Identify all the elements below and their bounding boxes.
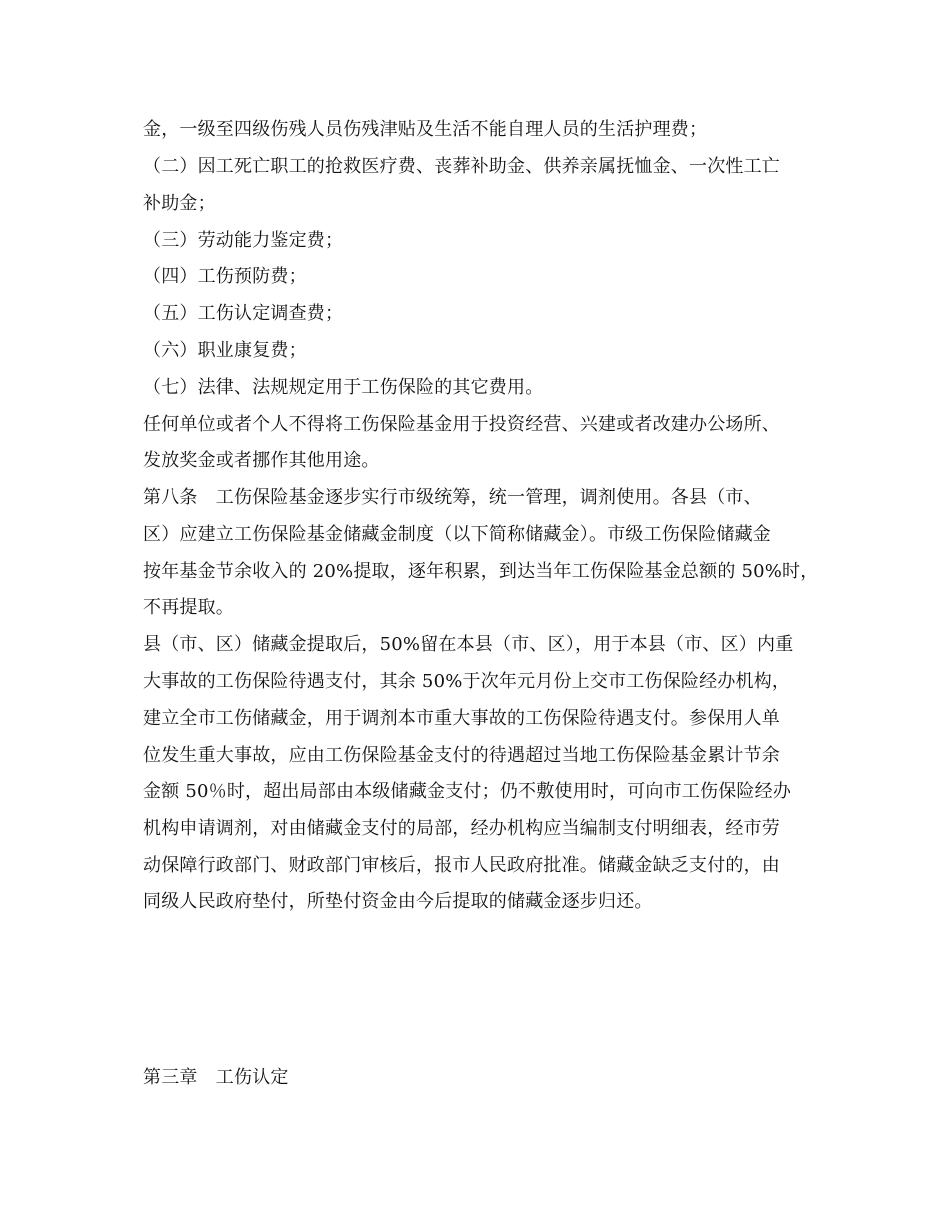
text-line: 按年基金节余收入的 20%提取，逐年积累，到达当年工伤保险基金总额的 50%时， [143, 561, 819, 582]
text-line: 同级人民政府垫付，所垫付资金由今后提取的储藏金逐步归还。 [143, 891, 653, 912]
text-line: （二）因工死亡职工的抢救医疗费、丧葬补助金、供养亲属抚恤金、一次性工亡 [143, 156, 780, 177]
text-line: 发放奖金或者挪作其他用途。 [143, 450, 380, 471]
text-line: 位发生重大事故，应由工伤保险基金支付的待遇超过当地工伤保险基金累计节余 [143, 745, 780, 766]
text-line: （五）工伤认定调查费； [143, 303, 344, 324]
text-line: 动保障行政部门、财政部门审核后，报市人民政府批准。储藏金缺乏支付的，由 [143, 855, 780, 876]
text-line: 金，一级至四级伤残人员伤残津贴及生活不能自理人员的生活护理费； [143, 119, 708, 140]
text-line: （六）职业康复费； [143, 340, 307, 361]
text-line: 建立全市工伤储藏金，用于调剂本市重大事故的工伤保险待遇支付。参保用人单 [143, 708, 780, 729]
text-line: 县（市、区）储藏金提取后，50%留在本县（市、区），用于本县（市、区）内重 [143, 634, 794, 655]
text-line: 不再提取。 [143, 597, 234, 618]
text-line: 补助金； [143, 193, 216, 214]
text-line: 任何单位或者个人不得将工伤保险基金用于投资经营、兴建或者改建办公场所、 [143, 414, 780, 435]
text-line: 机构申请调剂，对由储藏金支付的局部，经办机构应当编制支付明细表，经市劳 [143, 818, 780, 839]
chapter-heading: 第三章 工伤认定 [143, 1067, 289, 1088]
text-line: （三）劳动能力鉴定费； [143, 230, 344, 251]
text-line: 区）应建立工伤保险基金储藏金制度（以下简称储藏金）。市级工伤保险储藏金 [143, 524, 771, 545]
article-8-line: 第八条 工伤保险基金逐步实行市级统筹，统一管理，调剂使用。各县（市、 [143, 487, 762, 508]
text-line: 金额 50％时，超出局部由本级储藏金支付；仍不敷使用时，可向市工伤保险经办 [143, 781, 792, 802]
text-line: （四）工伤预防费； [143, 266, 307, 287]
text-line: 大事故的工伤保险待遇支付，其余 50%于次年元月份上交市工伤保险经办机构， [143, 671, 791, 692]
text-line: （七）法律、法规规定用于工伤保险的其它费用。 [143, 377, 544, 398]
